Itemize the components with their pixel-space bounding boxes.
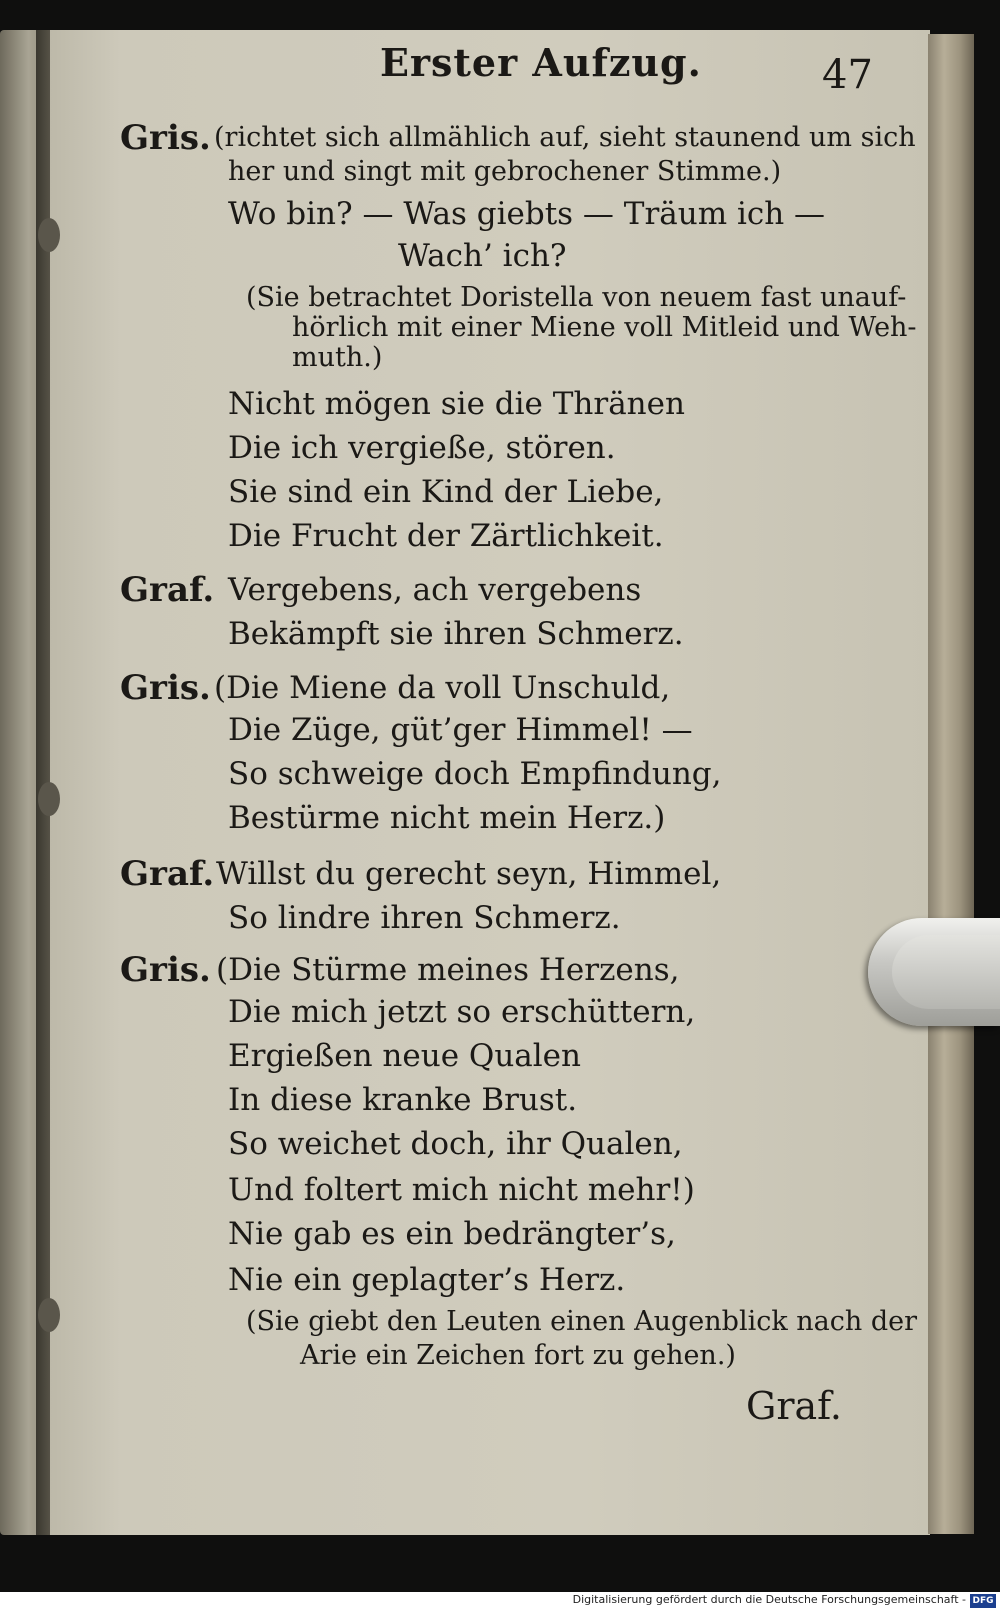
verse-line: (Die Stürme meines Herzens, xyxy=(216,952,680,988)
verse-line: (Die Miene da voll Unschuld, xyxy=(214,670,671,706)
verse-line: Ergießen neue Qualen xyxy=(228,1038,581,1074)
verse-line: Die Frucht der Zärtlichkeit. xyxy=(228,518,664,554)
verse-line: Die mich jetzt so erschüttern, xyxy=(228,994,696,1030)
verse-line: Wach’ ich? xyxy=(398,238,567,274)
digitization-credit: Digitalisierung gefördert durch die Deutsche Forschungsgemeinschaft - xyxy=(572,1593,966,1606)
page-number: 47 xyxy=(822,52,873,98)
verse-line: Nie ein geplagter’s Herz. xyxy=(228,1262,626,1298)
stage-direction: Arie ein Zeichen fort zu gehen.) xyxy=(300,1340,736,1371)
binding-hole xyxy=(38,1298,60,1332)
verse-line: Die Züge, güt’ger Himmel! — xyxy=(228,712,693,748)
verse-line: In diese kranke Brust. xyxy=(228,1082,578,1118)
verse-line: Willst du gerecht seyn, Himmel, xyxy=(216,856,722,892)
stage-direction: (richtet sich allmählich auf, sieht staunend um sich xyxy=(214,122,916,153)
verse-line: Nie gab es ein bedrängter’s, xyxy=(228,1216,676,1252)
binding-hole xyxy=(38,218,60,252)
stage-direction: her und singt mit gebrochener Stimme.) xyxy=(228,156,782,187)
binding-hole xyxy=(38,782,60,816)
speaker-label: Graf. xyxy=(120,570,215,610)
verse-line: Vergebens, ach vergebens xyxy=(228,572,642,608)
dfg-logo-icon: DFG xyxy=(970,1594,996,1608)
stage-direction: muth.) xyxy=(292,342,383,373)
stage-direction: (Sie betrachtet Doristella von neuem fast unauf- xyxy=(246,282,907,313)
verse-line: So lindre ihren Schmerz. xyxy=(228,900,621,936)
stage-direction: hörlich mit einer Miene voll Mitleid und Weh- xyxy=(292,312,917,343)
running-head: Erster Aufzug. xyxy=(380,40,702,85)
verse-line: Und foltert mich nicht mehr!) xyxy=(228,1172,695,1208)
verse-line: Nicht mögen sie die Thränen xyxy=(228,386,685,422)
speaker-label: Graf. xyxy=(120,854,215,894)
verse-line: Bekämpft sie ihren Schmerz. xyxy=(228,616,684,652)
verse-line: Wo bin? — Was giebts — Träum ich — xyxy=(228,196,826,232)
page-stack-edge xyxy=(928,34,974,1534)
verse-line: Bestürme nicht mein Herz.) xyxy=(228,800,666,836)
catchword: Graf. xyxy=(746,1384,842,1428)
speaker-label: Gris. xyxy=(120,668,211,708)
speaker-label: Gris. xyxy=(120,118,211,158)
verse-line: So schweige doch Empfindung, xyxy=(228,756,722,792)
verse-line: So weichet doch, ihr Qualen, xyxy=(228,1126,683,1162)
stage-direction: (Sie giebt den Leuten einen Augenblick nach der xyxy=(246,1306,918,1337)
verse-line: Die ich vergieße, stören. xyxy=(228,430,616,466)
verse-line: Sie sind ein Kind der Liebe, xyxy=(228,474,664,510)
speaker-label: Gris. xyxy=(120,950,211,990)
page-clip-highlight xyxy=(892,935,1000,1009)
